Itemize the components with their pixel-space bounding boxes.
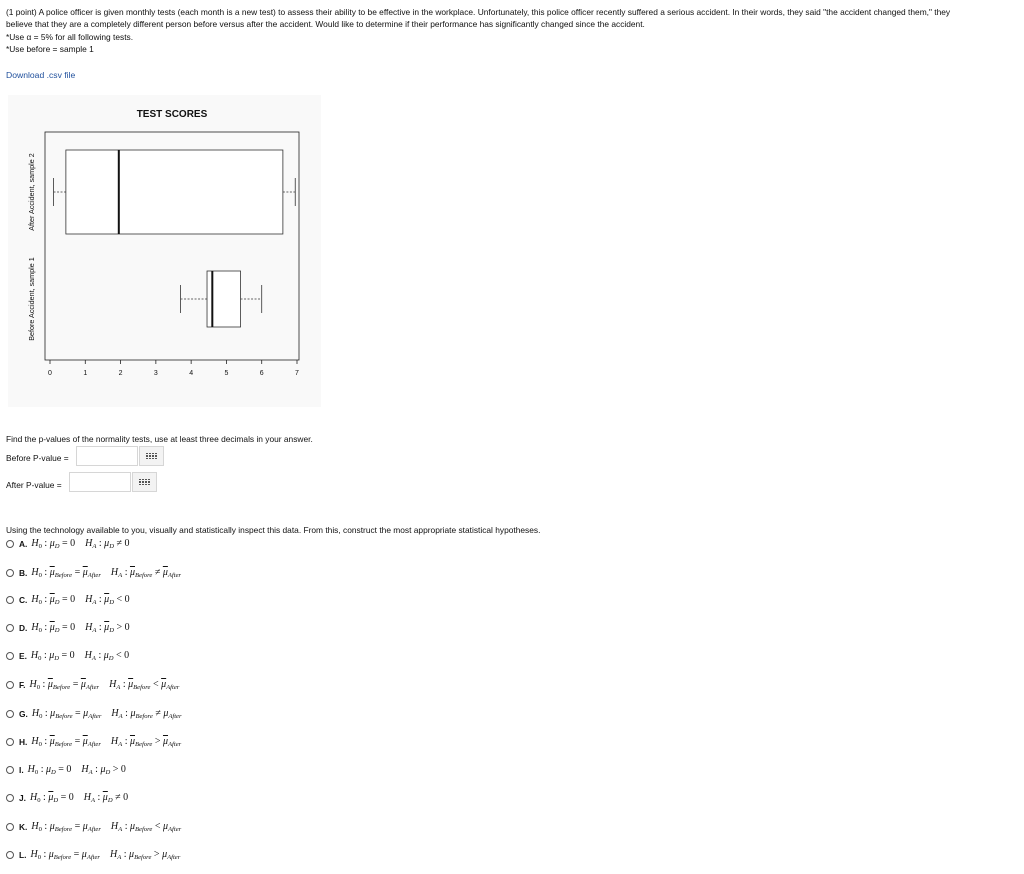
problem-line-4: *Use before = sample 1	[6, 44, 94, 55]
null-hypothesis: $H_0$ : $\mu_D = 0$	[31, 538, 76, 550]
x-tick-label: 3	[153, 370, 158, 377]
x-tick-label: 2	[118, 370, 123, 377]
option-f[interactable]	[6, 677, 179, 693]
boxplot-chart	[8, 95, 321, 407]
radio-circle-icon[interactable]	[6, 652, 14, 660]
option-letter: F.	[19, 680, 26, 690]
radio-circle-icon[interactable]	[6, 851, 14, 859]
after-pvalue-input[interactable]	[69, 472, 131, 492]
x-tick-label: 7	[295, 370, 299, 377]
problem-line-2: believe that they are a completely different person before versus after the accident. Would like to determine if their performance has significantly changed since the accident.	[6, 19, 645, 30]
alternative-hypothesis: $H_A$ : $\overline{\mu}_{Before} > \overline{\mu}_{After}$	[110, 736, 182, 748]
alternative-hypothesis: $H_A$ : $\mu_D \ne 0$	[85, 538, 130, 550]
alternative-hypothesis: $H_A$ : $\mu_D < 0$	[84, 650, 130, 662]
null-hypothesis: $H_0$ : $\mu_D = 0$	[30, 650, 75, 662]
after-keyboard-button[interactable]	[132, 472, 157, 492]
chart-title: TEST SCORES	[136, 109, 208, 120]
null-hypothesis: $H_0$ : $\mu_{Before} = \mu_{After}$	[31, 708, 102, 720]
radio-circle-icon[interactable]	[6, 624, 14, 632]
x-tick-label: 6	[259, 370, 264, 377]
keyboard-grid-icon	[146, 453, 157, 460]
radio-circle-icon[interactable]	[6, 823, 14, 831]
category-label: After Accident, sample 2	[27, 153, 36, 231]
radio-circle-icon[interactable]	[6, 794, 14, 802]
keyboard-grid-icon	[139, 479, 150, 486]
x-tick-label: 5	[224, 370, 229, 377]
null-hypothesis: $H_0$ : $\overline{\mu}_{Before} = \overline{\mu}_{After}$	[31, 567, 101, 579]
alternative-hypothesis: $H_A$ : $\overline{\mu}_D < 0$	[85, 594, 130, 606]
x-tick-label: 4	[189, 370, 194, 377]
before-pvalue-label: Before P-value =	[6, 453, 69, 463]
option-letter: C.	[19, 595, 28, 605]
option-b[interactable]	[6, 565, 181, 581]
option-e[interactable]	[6, 648, 129, 664]
option-letter: A.	[19, 539, 28, 549]
null-hypothesis: $H_0$ : $\overline{\mu}_D = 0$	[31, 594, 76, 606]
problem-line-3: *Use α = 5% for all following tests.	[6, 31, 134, 42]
after-pvalue-label: After P-value =	[6, 480, 62, 490]
option-g[interactable]	[6, 706, 182, 722]
boxplot-panel	[8, 95, 321, 407]
null-hypothesis: $H_0$ : $\overline{\mu}_D = 0$	[31, 622, 76, 634]
alternative-hypothesis: $H_A$ : $\overline{\mu}_{Before} \ne \overline{\mu}_{After}$	[110, 567, 182, 579]
alternative-hypothesis: $H_A$ : $\overline{\mu}_D > 0$	[85, 622, 130, 634]
option-l[interactable]	[6, 847, 180, 863]
iqr-box	[66, 150, 283, 234]
problem-line-1: (1 point) A police officer is given monthly tests (each month is a new test) to assess their ability to be effective in the workplace. Unfortunately, this police officer recently suffered a serious accident. In their words, they said "the accident changed them," they	[6, 7, 951, 17]
option-letter: B.	[19, 568, 28, 578]
x-tick-label: 0	[48, 370, 52, 377]
option-h[interactable]	[6, 734, 181, 750]
radio-circle-icon[interactable]	[6, 540, 14, 548]
radio-circle-icon[interactable]	[6, 766, 14, 774]
null-hypothesis: $H_0$ : $\mu_{Before} = \mu_{After}$	[30, 849, 100, 861]
option-j[interactable]	[6, 790, 128, 806]
option-c[interactable]	[6, 592, 130, 608]
alternative-hypothesis: $H_A$ : $\mu_{Before} > \mu_{After}$	[110, 849, 181, 861]
radio-circle-icon[interactable]	[6, 738, 14, 746]
x-tick-label: 1	[83, 370, 88, 377]
option-letter: I.	[19, 765, 24, 775]
before-pvalue-input[interactable]	[76, 446, 138, 466]
option-letter: D.	[19, 623, 28, 633]
option-i[interactable]	[6, 762, 126, 778]
null-hypothesis: $H_0$ : $\overline{\mu}_D = 0$	[30, 792, 74, 804]
null-hypothesis: $H_0$ : $\overline{\mu}_{Before} = \overline{\mu}_{After}$	[31, 736, 101, 748]
option-letter: H.	[19, 737, 28, 747]
option-letter: K.	[19, 822, 28, 832]
alternative-hypothesis: $H_A$ : $\overline{\mu}_{Before} < \overline{\mu}_{After}$	[109, 679, 180, 691]
option-letter: G.	[19, 709, 28, 719]
alternative-hypothesis: $H_A$ : $\mu_{Before} \ne \mu_{After}$	[111, 708, 182, 720]
problem-statement	[6, 6, 1016, 56]
radio-circle-icon[interactable]	[6, 681, 14, 689]
option-k[interactable]	[6, 819, 181, 835]
alternative-hypothesis: $H_A$ : $\overline{\mu}_D \ne 0$	[83, 792, 129, 804]
option-a[interactable]	[6, 536, 129, 552]
radio-circle-icon[interactable]	[6, 710, 14, 718]
category-label: Before Accident, sample 1	[27, 257, 36, 341]
radio-circle-icon[interactable]	[6, 596, 14, 604]
alternative-hypothesis: $H_A$ : $\mu_{Before} < \mu_{After}$	[110, 821, 182, 833]
before-keyboard-button[interactable]	[139, 446, 164, 466]
option-letter: L.	[19, 850, 27, 860]
alternative-hypothesis: $H_A$ : $\mu_D > 0$	[81, 764, 126, 776]
option-letter: J.	[19, 793, 26, 803]
radio-circle-icon[interactable]	[6, 569, 14, 577]
normality-prompt: Find the p-values of the normality tests, use at least three decimals in your answer.	[6, 434, 313, 444]
null-hypothesis: $H_0$ : $\overline{\mu}_{Before} = \overline{\mu}_{After}$	[29, 679, 100, 691]
null-hypothesis: $H_0$ : $\mu_D = 0$	[27, 764, 72, 776]
download-csv-link[interactable]: Download .csv file	[6, 70, 76, 80]
hypotheses-prompt: Using the technology available to you, visually and statistically inspect this data. From this, construct the most appropriate statistical hypotheses.	[6, 525, 541, 535]
option-d[interactable]	[6, 620, 130, 636]
null-hypothesis: $H_0$ : $\mu_{Before} = \mu_{After}$	[31, 821, 101, 833]
option-letter: E.	[19, 651, 27, 661]
